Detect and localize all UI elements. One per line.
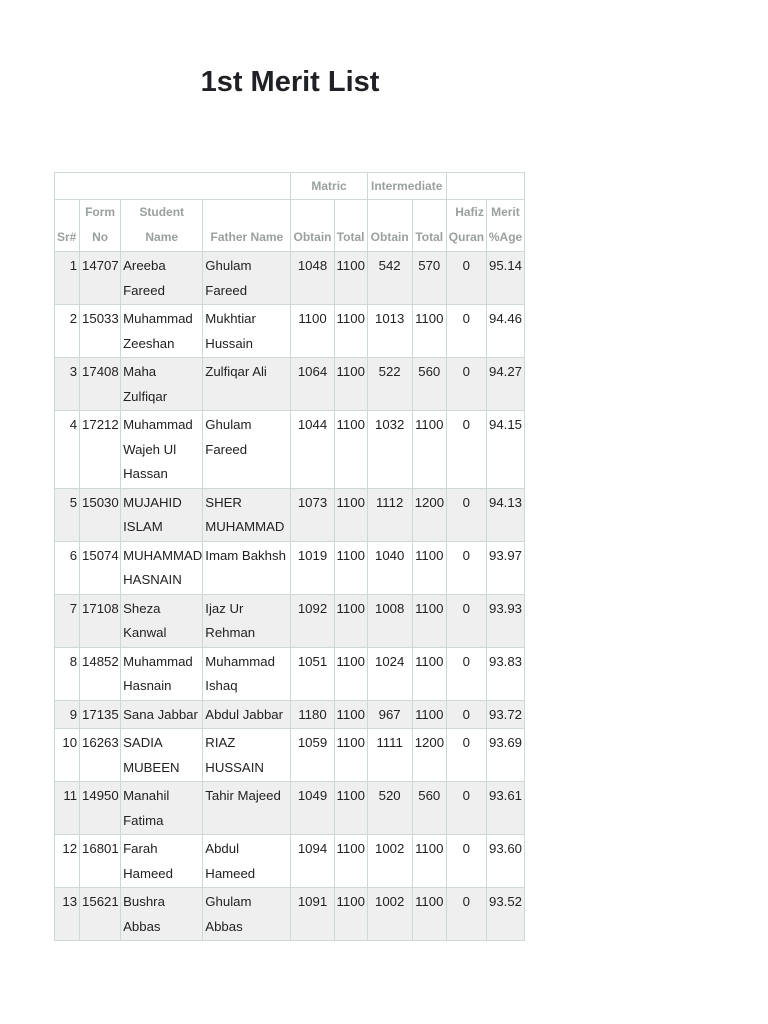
cell-sr: 13 xyxy=(55,888,80,941)
cell-inter-obtain: 1024 xyxy=(367,647,412,700)
cell-hafiz-quran: 0 xyxy=(446,305,486,358)
cell-inter-total: 1100 xyxy=(412,411,446,489)
cell-hafiz-quran: 0 xyxy=(446,358,486,411)
cell-sr: 9 xyxy=(55,700,80,729)
cell-hafiz-quran: 0 xyxy=(446,541,486,594)
cell-merit: 93.52 xyxy=(486,888,524,941)
cell-form-no: 17408 xyxy=(80,358,121,411)
cell-inter-obtain: 1040 xyxy=(367,541,412,594)
table-row xyxy=(55,700,525,729)
cell-inter-obtain: 967 xyxy=(367,700,412,729)
cell-matric-total: 1100 xyxy=(334,541,367,594)
cell-form-no: 17212 xyxy=(80,411,121,489)
cell-student-name: Farah Hameed xyxy=(121,835,203,888)
cell-merit: 95.14 xyxy=(486,252,524,305)
cell-inter-total: 560 xyxy=(412,358,446,411)
cell-merit: 94.13 xyxy=(486,488,524,541)
table-row xyxy=(55,358,525,411)
cell-merit: 93.83 xyxy=(486,647,524,700)
cell-matric-total: 1100 xyxy=(334,252,367,305)
cell-matric-obtain: 1073 xyxy=(291,488,334,541)
cell-merit: 94.46 xyxy=(486,305,524,358)
cell-form-no: 14707 xyxy=(80,252,121,305)
cell-matric-total: 1100 xyxy=(334,305,367,358)
cell-student-name: Muhammad Hasnain xyxy=(121,647,203,700)
cell-form-no: 17108 xyxy=(80,594,121,647)
cell-matric-obtain: 1048 xyxy=(291,252,334,305)
group-header-blank-right xyxy=(446,173,524,200)
cell-form-no: 14852 xyxy=(80,647,121,700)
cell-merit: 94.15 xyxy=(486,411,524,489)
table-row xyxy=(55,835,525,888)
cell-form-no: 15033 xyxy=(80,305,121,358)
cell-matric-total: 1100 xyxy=(334,835,367,888)
col-header-matric-total: Total xyxy=(334,200,367,252)
cell-sr: 1 xyxy=(55,252,80,305)
table-row xyxy=(55,594,525,647)
cell-matric-obtain: 1064 xyxy=(291,358,334,411)
cell-father-name: Muhammad Ishaq xyxy=(203,647,291,700)
cell-student-name: Muhammad Zeeshan xyxy=(121,305,203,358)
cell-hafiz-quran: 0 xyxy=(446,729,486,782)
cell-sr: 8 xyxy=(55,647,80,700)
cell-matric-total: 1100 xyxy=(334,700,367,729)
cell-inter-obtain: 522 xyxy=(367,358,412,411)
group-header-blank xyxy=(55,173,291,200)
cell-hafiz-quran: 0 xyxy=(446,835,486,888)
cell-hafiz-quran: 0 xyxy=(446,594,486,647)
column-header-row xyxy=(55,200,525,252)
cell-matric-obtain: 1049 xyxy=(291,782,334,835)
cell-matric-total: 1100 xyxy=(334,411,367,489)
cell-father-name: RIAZ HUSSAIN xyxy=(203,729,291,782)
cell-form-no: 16263 xyxy=(80,729,121,782)
col-header-hafiz-quran: Hafiz Quran xyxy=(446,200,486,252)
cell-hafiz-quran: 0 xyxy=(446,488,486,541)
table-row xyxy=(55,252,525,305)
cell-merit: 93.72 xyxy=(486,700,524,729)
cell-matric-obtain: 1059 xyxy=(291,729,334,782)
cell-hafiz-quran: 0 xyxy=(446,888,486,941)
cell-matric-obtain: 1092 xyxy=(291,594,334,647)
cell-matric-obtain: 1091 xyxy=(291,888,334,941)
cell-student-name: MUHAMMAD HASNAIN xyxy=(121,541,203,594)
cell-inter-total: 1100 xyxy=(412,835,446,888)
merit-list-table xyxy=(54,172,525,941)
cell-form-no: 15030 xyxy=(80,488,121,541)
cell-matric-obtain: 1100 xyxy=(291,305,334,358)
cell-inter-obtain: 1002 xyxy=(367,888,412,941)
cell-matric-total: 1100 xyxy=(334,782,367,835)
cell-father-name: SHER MUHAMMAD xyxy=(203,488,291,541)
cell-form-no: 16801 xyxy=(80,835,121,888)
cell-inter-obtain: 1112 xyxy=(367,488,412,541)
table-row xyxy=(55,305,525,358)
cell-merit: 93.97 xyxy=(486,541,524,594)
cell-inter-obtain: 1008 xyxy=(367,594,412,647)
table-row xyxy=(55,488,525,541)
cell-matric-obtain: 1044 xyxy=(291,411,334,489)
cell-inter-total: 1200 xyxy=(412,729,446,782)
cell-student-name: SADIA MUBEEN xyxy=(121,729,203,782)
cell-father-name: Ghulam Fareed xyxy=(203,252,291,305)
cell-student-name: Bushra Abbas xyxy=(121,888,203,941)
cell-hafiz-quran: 0 xyxy=(446,411,486,489)
page-title: 1st Merit List xyxy=(200,66,380,98)
cell-student-name: Maha Zulfiqar xyxy=(121,358,203,411)
cell-inter-total: 1100 xyxy=(412,888,446,941)
cell-merit: 93.69 xyxy=(486,729,524,782)
cell-student-name: Areeba Fareed xyxy=(121,252,203,305)
cell-sr: 12 xyxy=(55,835,80,888)
col-header-inter-obtain: Obtain xyxy=(367,200,412,252)
cell-student-name: MUJAHID ISLAM xyxy=(121,488,203,541)
cell-sr: 4 xyxy=(55,411,80,489)
cell-inter-total: 560 xyxy=(412,782,446,835)
cell-father-name: Mukhtiar Hussain xyxy=(203,305,291,358)
cell-student-name: Muhammad Wajeh Ul Hassan xyxy=(121,411,203,489)
merit-rows xyxy=(55,252,525,941)
cell-sr: 5 xyxy=(55,488,80,541)
cell-student-name: Sana Jabbar xyxy=(121,700,203,729)
cell-merit: 93.61 xyxy=(486,782,524,835)
col-header-merit: Merit %Age xyxy=(486,200,524,252)
cell-matric-total: 1100 xyxy=(334,594,367,647)
cell-form-no: 15074 xyxy=(80,541,121,594)
cell-inter-total: 1200 xyxy=(412,488,446,541)
cell-sr: 3 xyxy=(55,358,80,411)
cell-inter-total: 570 xyxy=(412,252,446,305)
col-header-father-name: Father Name xyxy=(203,200,291,252)
cell-inter-obtain: 1002 xyxy=(367,835,412,888)
cell-merit: 93.93 xyxy=(486,594,524,647)
table-row xyxy=(55,782,525,835)
col-header-form-no: Form No xyxy=(80,200,121,252)
table-row xyxy=(55,729,525,782)
cell-inter-obtain: 520 xyxy=(367,782,412,835)
group-header-matric: Matric xyxy=(291,173,367,200)
cell-matric-total: 1100 xyxy=(334,888,367,941)
cell-matric-obtain: 1019 xyxy=(291,541,334,594)
cell-sr: 11 xyxy=(55,782,80,835)
cell-inter-total: 1100 xyxy=(412,594,446,647)
cell-hafiz-quran: 0 xyxy=(446,700,486,729)
cell-father-name: Abdul Hameed xyxy=(203,835,291,888)
cell-inter-total: 1100 xyxy=(412,305,446,358)
cell-father-name: Ghulam Abbas xyxy=(203,888,291,941)
cell-inter-total: 1100 xyxy=(412,541,446,594)
group-header-intermediate: Intermediate xyxy=(367,173,446,200)
col-header-student-name: Student Name xyxy=(121,200,203,252)
cell-hafiz-quran: 0 xyxy=(446,782,486,835)
cell-hafiz-quran: 0 xyxy=(446,647,486,700)
table-row xyxy=(55,647,525,700)
table-row xyxy=(55,888,525,941)
cell-father-name: Ghulam Fareed xyxy=(203,411,291,489)
cell-inter-total: 1100 xyxy=(412,700,446,729)
cell-merit: 94.27 xyxy=(486,358,524,411)
cell-sr: 6 xyxy=(55,541,80,594)
table-row xyxy=(55,411,525,489)
col-header-sr: Sr# xyxy=(55,200,80,252)
cell-sr: 2 xyxy=(55,305,80,358)
cell-matric-total: 1100 xyxy=(334,647,367,700)
cell-inter-obtain: 1032 xyxy=(367,411,412,489)
group-header-row xyxy=(55,173,525,200)
cell-form-no: 14950 xyxy=(80,782,121,835)
cell-student-name: Sheza Kanwal xyxy=(121,594,203,647)
cell-inter-obtain: 542 xyxy=(367,252,412,305)
cell-matric-total: 1100 xyxy=(334,729,367,782)
cell-sr: 10 xyxy=(55,729,80,782)
cell-merit: 93.60 xyxy=(486,835,524,888)
cell-hafiz-quran: 0 xyxy=(446,252,486,305)
cell-inter-obtain: 1013 xyxy=(367,305,412,358)
cell-inter-total: 1100 xyxy=(412,647,446,700)
cell-father-name: Imam Bakhsh xyxy=(203,541,291,594)
cell-matric-obtain: 1180 xyxy=(291,700,334,729)
cell-matric-obtain: 1051 xyxy=(291,647,334,700)
cell-father-name: Ijaz Ur Rehman xyxy=(203,594,291,647)
cell-student-name: Manahil Fatima xyxy=(121,782,203,835)
cell-father-name: Tahir Majeed xyxy=(203,782,291,835)
cell-matric-total: 1100 xyxy=(334,488,367,541)
cell-father-name: Abdul Jabbar xyxy=(203,700,291,729)
cell-form-no: 15621 xyxy=(80,888,121,941)
cell-sr: 7 xyxy=(55,594,80,647)
cell-inter-obtain: 1111 xyxy=(367,729,412,782)
cell-father-name: Zulfiqar Ali xyxy=(203,358,291,411)
col-header-inter-total: Total xyxy=(412,200,446,252)
col-header-matric-obtain: Obtain xyxy=(291,200,334,252)
cell-matric-total: 1100 xyxy=(334,358,367,411)
table-row xyxy=(55,541,525,594)
cell-matric-obtain: 1094 xyxy=(291,835,334,888)
cell-form-no: 17135 xyxy=(80,700,121,729)
